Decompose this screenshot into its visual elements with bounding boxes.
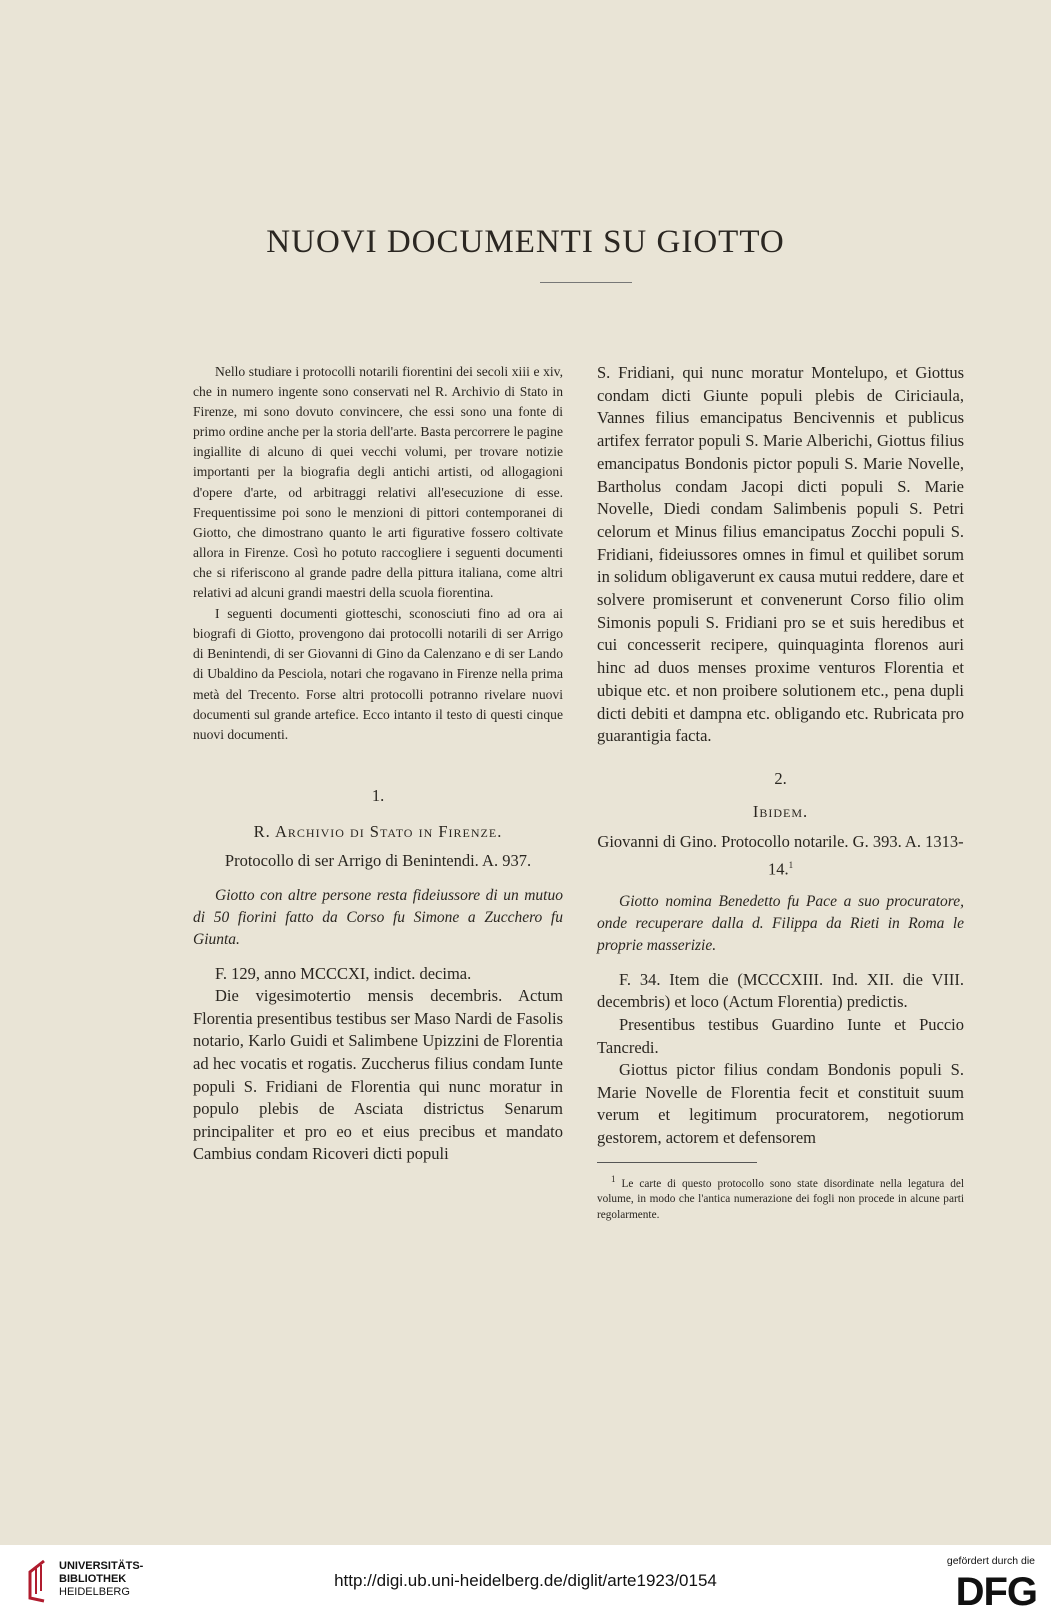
summary-1: Giotto con altre persone resta fideiussore di un mutuo di 50 fiorini fatto da Corso fu Simone a Zucchero fu Giunta. (193, 886, 563, 948)
footnote-text: Le carte di questo protocollo sono state disordinate nella legatura del volume, in modo che l'antica numerazione dei fogli non procede in alcune parti regolarmente. (597, 1177, 964, 1222)
library-name-line-3: HEIDELBERG (59, 1586, 130, 1598)
folio-1: F. 129, anno MCCCXI, indict. decima. (215, 963, 472, 983)
page-title: NUOVI DOCUMENTI SU GIOTTO (266, 224, 785, 260)
archive-heading: R. Archivio di Stato in Firenze. (253, 822, 503, 842)
library-name-line-2: BIBLIOTHEK (59, 1573, 127, 1585)
protocol-heading-2-text: Giovanni di Gino. Protocollo notarile. G. 393. A. 1313-14. (597, 832, 964, 879)
title-rule (540, 282, 632, 283)
permalink-url[interactable]: http://digi.ub.uni-heidelberg.de/diglit/arte1923/0154 (334, 1571, 717, 1590)
folio-2: F. 34. Item die (MCCCXIII. Ind. XII. die VIII. decembris) et loco (Actum Florentia) predictis. (597, 969, 964, 1012)
document-text-1: Die vigesimotertio mensis decembris. Actum Florentia presentibus testibus ser Maso Nardi de Fasolis notario, Karlo Guidi et Salimbene Upizzini de Florentia ad hec vocatis et rogatis. Zuccherus filius condam Iunte populi S. Fridiani de Florentia qui nunc moratur in populo plebis de Asciata districtus Senarum principaliter et pro eo et eius precibus et mandato Cambius condam Ricoveri dicti populi (193, 986, 563, 1164)
summary-2: Giotto nomina Benedetto fu Pace a suo procuratore, onde recuperare dalla d. Filippa da Rieti in Roma le proprie masserizie. (597, 892, 964, 954)
document-number-2: 2. (774, 768, 787, 788)
footnote-number: 1 (611, 1173, 616, 1184)
footer-bar (0, 1545, 1051, 1620)
footnote-marker: 1 (788, 859, 794, 870)
library-name-line-1: UNIVERSITÄTS- (59, 1560, 144, 1572)
protocol-heading-1: Protocollo di ser Arrigo di Benintendi. A. 937. (224, 850, 532, 870)
witnesses: Presentibus testibus Guardino Iunte et Puccio Tancredi. (597, 1015, 964, 1057)
right-column (597, 362, 964, 1223)
dfg-logo: DFG (955, 1570, 1037, 1614)
intro-paragraph-2: I seguenti documenti giotteschi, sconosciuti fino ad ora ai biografi di Giotto, provengono dai protocolli notarili di ser Arrigo di Benintendi, di ser Giovanni di Gino da Calenzano e di ser Lando di Ubaldino da Pesciola, notari che rogavano in Firenze nella prima metà del Trecento. Forse altri protocolli potranno rivelare nuovi documenti sul grande artefice. Ecco intanto il testo di questi cinque nuovi documenti. (193, 606, 563, 742)
left-column (193, 362, 563, 1166)
document-number-1: 1. (371, 785, 385, 805)
ibidem-heading: Ibidem. (752, 801, 809, 821)
footnote (597, 1171, 964, 1224)
funding-note: gefördert durch die (946, 1555, 1035, 1567)
intro-paragraph-1: Nello studiare i protocolli notarili fiorentini dei secoli xiii e xiv, che in numero ingente sono conservati nel R. Archivio di Stato in Firenze, mi sono dovuto convincere, che essi sono una fonte di primo ordine anche per la storia dell'arte. Basta percorrere le pagine ingiallite di alcuno di quei vecchi volumi, per trovare notizie importanti per la biografia degli antichi artisti, od allogagioni d'opere d'arte, od arbitraggi relativi all'esecuzione di esse. Frequentissime poi sono le menzioni di pittori contemporanei di Giotto, che dimostrano quanto le arti figurative fossero coltivate allora in Firenze. Così ho potuto raccogliere i seguenti documenti che si riferiscono al grande padre della pittura italiana, come altri relativi ad alcuni grandi maestri della scuola fiorentina. (193, 364, 563, 601)
document-text-1-continued: S. Fridiani, qui nunc moratur Montelupo, et Giottus condam dicti Giunte populi plebis de Ciriciaula, Vannes filius emancipatus Bencivennis et publicus artifex ferrator populi S. Marie Alberichi, Giottus filius emancipatus Bondonis pictor populi S. Marie Novelle, Bartholus condam Jacopi dicti populi S. Marie Novelle, Diedi condam Salimbenis populi S. Petri celorum et Minus filius emancipatus Zocchi populi S. Fridiani, fideiussores omnes in fimul et quilibet sorum in solidum obligaverunt ex causa mutui reddere, dare et solvere promiserunt et convenerunt Corso filio olim Simonis populi S. Fridiani pro se et suis heredibus et cui concesserit recipere, quinquaginta florenos auri hinc ad duos menses proxime venturos Florentia et ubique etc. et non proibere solutionem etc., pena dupli dicti debiti et dampna etc. obligando etc. Rubricata pro guarantigia facta. (597, 363, 965, 746)
protocol-heading-2 (597, 831, 964, 881)
footnote-rule (597, 1162, 757, 1163)
document-text-2: Giottus pictor filius condam Bondonis populi S. Marie Novelle de Florentia fecit et constituit suum verum et legitimum procuratorem, negotiorum gestorem, actorem et defensorem (597, 1060, 964, 1147)
